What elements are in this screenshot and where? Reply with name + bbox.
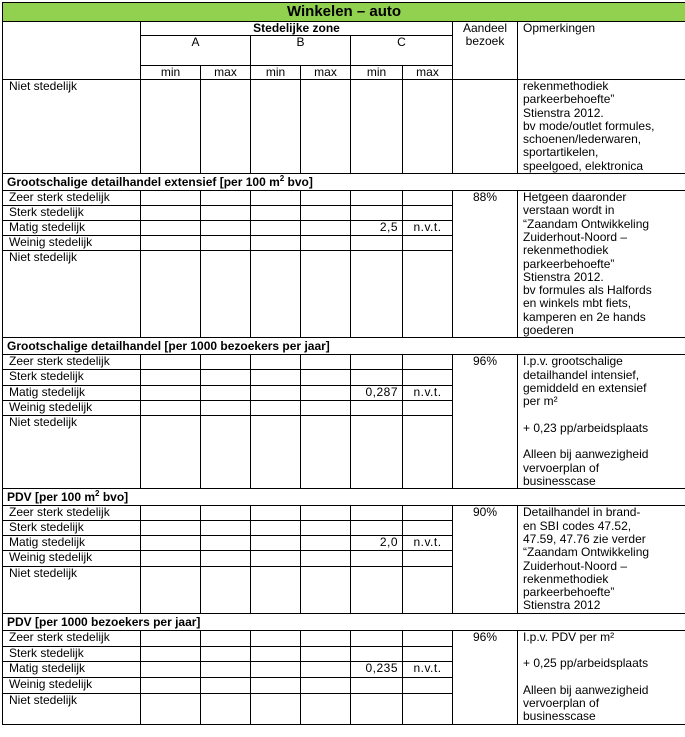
value-cell xyxy=(141,646,201,662)
value-cell xyxy=(351,370,403,385)
value-cell xyxy=(201,236,251,251)
value-cell xyxy=(201,191,251,206)
section-heading-superscript: 2 xyxy=(279,174,285,184)
share-value: 96% xyxy=(453,630,518,724)
value-cell xyxy=(301,236,351,251)
value-cell xyxy=(301,521,351,536)
row-label: Niet stedelijk xyxy=(3,251,141,338)
value-cell xyxy=(201,521,251,536)
value-cell xyxy=(403,646,453,662)
value-cell xyxy=(301,566,351,613)
value-cell xyxy=(301,536,351,551)
zone-c-max-value: n.v.t. xyxy=(403,385,453,400)
value-cell xyxy=(251,630,301,646)
value-cell xyxy=(301,221,351,236)
remark-cell: I.p.v. PDV per m² + 0,25 pp/arbeidsplaats Alleen bij aanwezigheid vervoerplan of businesscase xyxy=(518,630,685,724)
value-cell xyxy=(301,551,351,566)
value-cell xyxy=(403,551,453,566)
value-cell xyxy=(403,206,453,221)
value-cell xyxy=(403,678,453,694)
value-cell xyxy=(403,355,453,370)
value-cell xyxy=(201,646,251,662)
section-heading-text: PDV [per 100 m xyxy=(7,490,96,505)
section-heading xyxy=(3,174,685,191)
value-cell xyxy=(403,566,453,613)
value-cell xyxy=(141,521,201,536)
zone-c-min-value: 0,235 xyxy=(351,662,403,678)
section-heading-text: PDV [per 1000 bezoekers per jaar] xyxy=(7,614,201,629)
table-row xyxy=(3,191,685,206)
section-heading xyxy=(3,489,685,506)
value-cell xyxy=(301,506,351,521)
value-cell xyxy=(201,370,251,385)
zone-c-min-value: 2,0 xyxy=(351,536,403,551)
zone-b-label: B xyxy=(251,36,351,66)
value-cell xyxy=(141,385,201,400)
value-cell xyxy=(301,355,351,370)
section-heading-row xyxy=(3,174,685,191)
row-label: Zeer sterk stedelijk xyxy=(3,506,141,521)
row-label: Sterk stedelijk xyxy=(3,206,141,221)
zone-b-max-header: max xyxy=(301,66,351,80)
share-value: 96% xyxy=(453,355,518,489)
value-cell xyxy=(403,191,453,206)
parking-norms-table xyxy=(2,2,685,725)
value-cell xyxy=(351,506,403,521)
value-cell xyxy=(351,521,403,536)
value-cell xyxy=(141,662,201,678)
value-cell xyxy=(141,355,201,370)
row-label: Niet stedelijk xyxy=(3,694,141,725)
value-cell xyxy=(301,630,351,646)
value-cell xyxy=(141,221,201,236)
value-cell xyxy=(351,630,403,646)
section-heading xyxy=(3,613,685,630)
row-label: Matig stedelijk xyxy=(3,536,141,551)
zone-a-min-header: min xyxy=(141,66,201,80)
share-value: 90% xyxy=(453,506,518,613)
value-cell xyxy=(201,566,251,613)
zone-c-max-value: n.v.t. xyxy=(403,221,453,236)
row-label: Matig stedelijk xyxy=(3,662,141,678)
value-cell xyxy=(403,506,453,521)
empty-header-cell xyxy=(3,22,141,80)
value-cell xyxy=(351,415,403,489)
value-cell xyxy=(251,521,301,536)
value-cell xyxy=(301,400,351,415)
zone-c-label: C xyxy=(351,36,453,66)
value-cell xyxy=(201,400,251,415)
value-cell xyxy=(201,506,251,521)
value-cell xyxy=(351,646,403,662)
table-row xyxy=(3,355,685,370)
value-cell xyxy=(251,566,301,613)
value-cell xyxy=(301,415,351,489)
title-row xyxy=(3,3,685,22)
value-cell xyxy=(403,236,453,251)
table-row xyxy=(3,506,685,521)
remark-cell: Detailhandel in brand- en SBI codes 47.52, 47.59, 47.76 zie verder “Zaandam Ontwikkeling Zuiderhout-Noord – rekenmethodiek parkeerbehoefte” Stienstra 2012 xyxy=(518,506,685,613)
value-cell xyxy=(141,191,201,206)
section-heading xyxy=(3,338,685,355)
value-cell xyxy=(351,251,403,338)
value-cell xyxy=(251,236,301,251)
value-cell xyxy=(141,206,201,221)
value-cell xyxy=(201,415,251,489)
zone-c-min-value: 2,5 xyxy=(351,221,403,236)
remarks-header: Opmerkingen xyxy=(518,22,685,80)
row-label: Niet stedelijk xyxy=(3,415,141,489)
value-cell xyxy=(251,536,301,551)
value-cell xyxy=(251,415,301,489)
value-cell xyxy=(251,355,301,370)
section-heading-tail: bvo] xyxy=(99,490,129,505)
value-cell xyxy=(351,191,403,206)
value-cell xyxy=(141,551,201,566)
section-heading-superscript: 2 xyxy=(95,489,100,499)
parking-norms-document xyxy=(2,2,685,725)
value-cell xyxy=(301,646,351,662)
value-cell xyxy=(141,630,201,646)
row-label: Weinig stedelijk xyxy=(3,551,141,566)
value-cell xyxy=(251,206,301,221)
value-cell xyxy=(141,506,201,521)
value-cell xyxy=(251,662,301,678)
zone-a-label: A xyxy=(141,36,251,66)
value-cell xyxy=(403,370,453,385)
value-cell xyxy=(301,662,351,678)
value-cell xyxy=(251,694,301,725)
zone-header: Stedelijke zone xyxy=(141,22,453,36)
zone-header-row xyxy=(3,22,685,36)
value-cell xyxy=(141,566,201,613)
remark-cell: I.p.v. grootschalige detailhandel intensief, gemiddeld en extensief per m² + 0,23 pp/arbeidsplaats Alleen bij aanwezigheid vervoerplan of businesscase xyxy=(518,355,685,489)
value-cell xyxy=(141,678,201,694)
value-cell xyxy=(251,370,301,385)
value-cell xyxy=(251,551,301,566)
value-cell xyxy=(351,551,403,566)
section-heading-row xyxy=(3,338,685,355)
value-cell xyxy=(201,355,251,370)
row-label: Zeer sterk stedelijk xyxy=(3,355,141,370)
row-label: Zeer sterk stedelijk xyxy=(3,630,141,646)
value-cell xyxy=(251,400,301,415)
value-cell xyxy=(201,551,251,566)
share-header-line1: Aandeel xyxy=(462,21,508,35)
value-cell xyxy=(301,370,351,385)
value-cell xyxy=(351,694,403,725)
section-heading-tail: bvo] xyxy=(284,175,313,190)
value-cell xyxy=(301,385,351,400)
row-label: Sterk stedelijk xyxy=(3,370,141,385)
row-label: Sterk stedelijk xyxy=(3,646,141,662)
section-heading-row xyxy=(3,613,685,630)
value-cell xyxy=(403,630,453,646)
value-cell xyxy=(201,536,251,551)
table-body xyxy=(3,3,685,725)
value-cell xyxy=(403,400,453,415)
value-cell xyxy=(251,221,301,236)
table-title: Winkelen – auto xyxy=(3,3,685,22)
row-label: Zeer sterk stedelijk xyxy=(3,191,141,206)
value-cell xyxy=(201,678,251,694)
top-niet-stedelijk-row xyxy=(3,80,685,174)
section-heading-text: Grootschalige detailhandel [per 1000 bezoekers per jaar] xyxy=(7,339,330,354)
value-cell xyxy=(141,415,201,489)
value-cell xyxy=(403,415,453,489)
table-row xyxy=(3,630,685,646)
zone-c-min-header: min xyxy=(351,66,403,80)
share-value: 88% xyxy=(453,191,518,338)
value-cell xyxy=(201,251,251,338)
value-cell xyxy=(251,251,301,338)
row-label: Niet stedelijk xyxy=(3,566,141,613)
row-label: Weinig stedelijk xyxy=(3,678,141,694)
value-cell xyxy=(301,694,351,725)
value-cell xyxy=(201,630,251,646)
value-cell xyxy=(251,646,301,662)
share-header xyxy=(453,22,518,80)
value-cell xyxy=(251,385,301,400)
value-cell xyxy=(301,206,351,221)
row-label: Niet stedelijk xyxy=(3,80,141,174)
value-cell xyxy=(251,506,301,521)
value-cell xyxy=(351,236,403,251)
row-label: Sterk stedelijk xyxy=(3,521,141,536)
value-cell xyxy=(301,191,351,206)
row-label: Matig stedelijk xyxy=(3,221,141,236)
share-header-line2: bezoek xyxy=(465,34,505,48)
row-label: Weinig stedelijk xyxy=(3,236,141,251)
remark-cell: Hetgeen daaronder verstaan wordt in “Zaandam Ontwikkeling Zuiderhout-Noord – rekenmethodiek parkeerbehoefte” Stienstra 2012. bv formules als Halfords en winkels mbt fiets, kamperen en 2e hands goederen xyxy=(518,191,685,338)
value-cell xyxy=(301,678,351,694)
value-cell xyxy=(351,206,403,221)
value-cell xyxy=(141,236,201,251)
row-label: Matig stedelijk xyxy=(3,385,141,400)
value-cell xyxy=(351,400,403,415)
value-cell xyxy=(251,191,301,206)
value-cell xyxy=(141,370,201,385)
zone-c-max-value: n.v.t. xyxy=(403,662,453,678)
value-cell xyxy=(403,521,453,536)
zone-c-max-header: max xyxy=(403,66,453,80)
section-heading-text: Grootschalige detailhandel extensief [per 100 m xyxy=(7,175,280,190)
value-cell xyxy=(201,694,251,725)
value-cell xyxy=(301,251,351,338)
zone-b-min-header: min xyxy=(251,66,301,80)
zone-a-max-header: max xyxy=(201,66,251,80)
value-cell xyxy=(251,678,301,694)
zone-c-min-value: 0,287 xyxy=(351,385,403,400)
value-cell xyxy=(141,251,201,338)
value-cell xyxy=(141,694,201,725)
value-cell xyxy=(351,566,403,613)
value-cell xyxy=(201,385,251,400)
top-remark: rekenmethodiek parkeerbehoefte” Stienstra 2012. bv mode/outlet formules, schoenen/lederwaren, sportartikelen, speelgoed, elektronica xyxy=(518,80,685,174)
value-cell xyxy=(403,694,453,725)
value-cell xyxy=(351,678,403,694)
value-cell xyxy=(403,251,453,338)
value-cell xyxy=(141,400,201,415)
value-cell xyxy=(201,662,251,678)
value-cell xyxy=(201,206,251,221)
row-label: Weinig stedelijk xyxy=(3,400,141,415)
value-cell xyxy=(351,355,403,370)
zone-c-max-value: n.v.t. xyxy=(403,536,453,551)
value-cell xyxy=(141,536,201,551)
value-cell xyxy=(201,221,251,236)
section-heading-row xyxy=(3,489,685,506)
